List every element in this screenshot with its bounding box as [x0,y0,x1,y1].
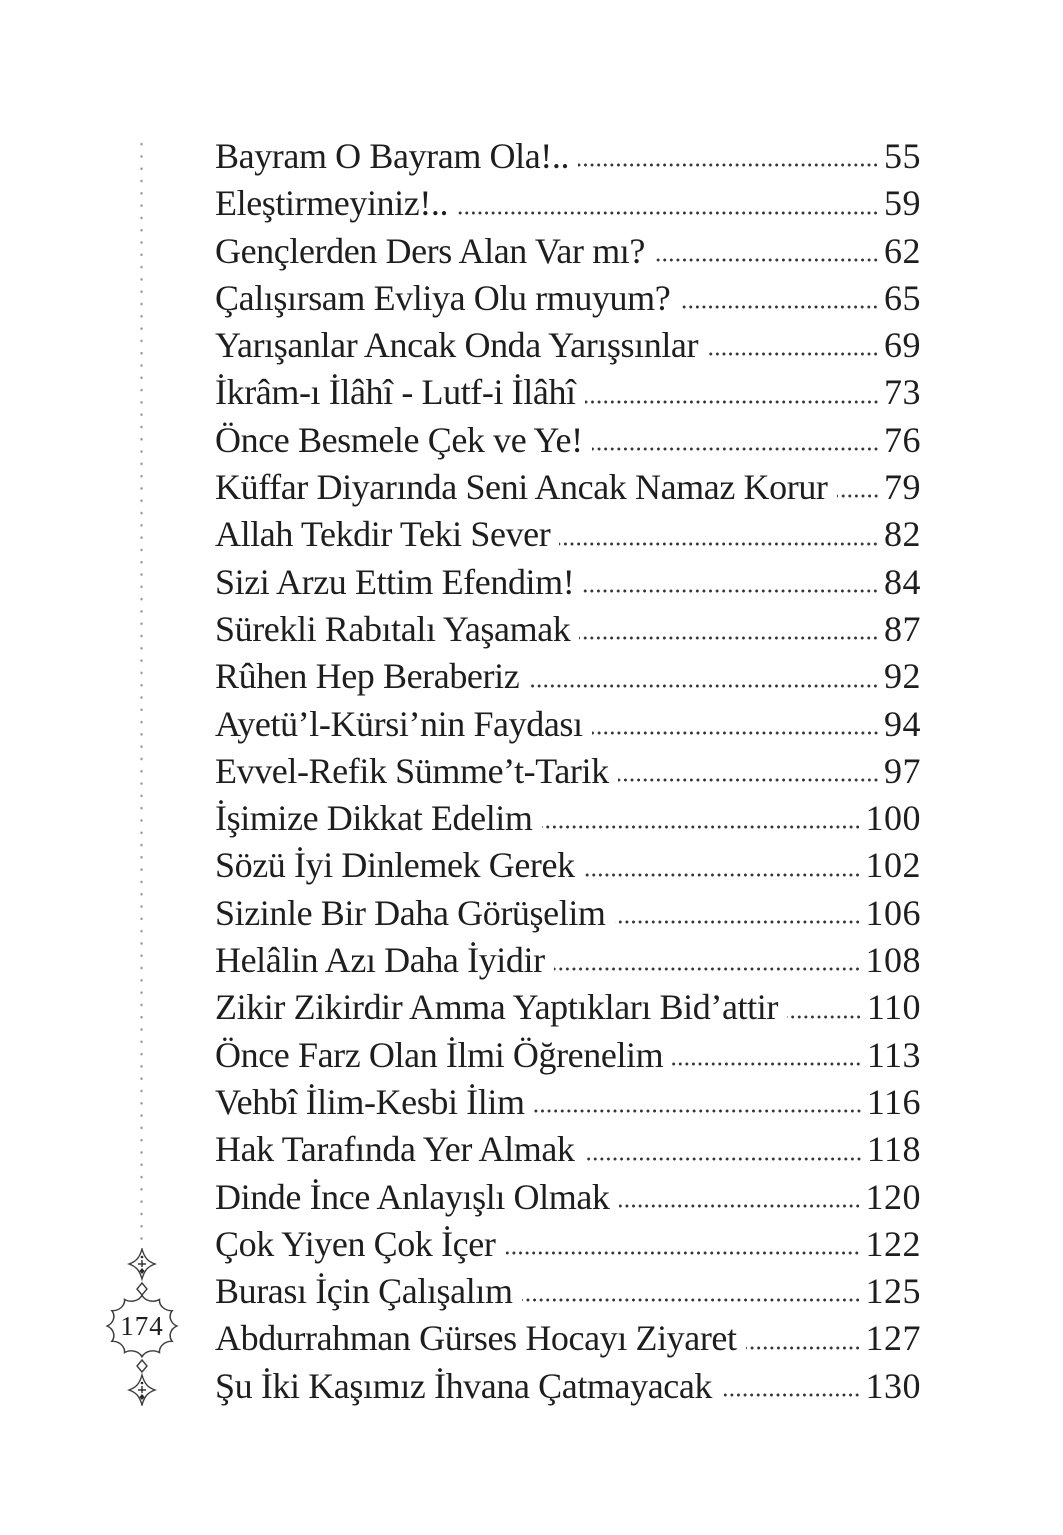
toc-entry [215,795,921,842]
dot-leader [721,1393,860,1397]
toc-entry [215,1079,921,1126]
dot-leader [522,1298,861,1302]
dot-leader [584,1157,862,1161]
toc-entry [215,417,921,464]
toc-entry-page-number: 125 [865,1271,921,1312]
toc-entry-page-number: 106 [865,892,921,933]
toc-entry [215,133,921,180]
toc-entry-title: İşimize Dikkat Edelim [215,798,533,839]
toc-entry-page-number: 65 [884,277,921,318]
toc-entry [215,228,921,275]
dot-leader [837,494,879,498]
dot-leader [592,731,879,735]
toc-entry-title: Yarışanlar Ancak Onda Yarışsınlar [215,325,699,366]
dot-leader [746,1346,861,1350]
toc-entry [215,984,921,1031]
toc-entry-page-number: 130 [865,1365,921,1406]
dot-leader [578,163,879,167]
toc-entry [215,701,921,748]
toc-entry-title: Sözü İyi Dinlemek Gerek [215,845,575,886]
dot-leader [672,1062,862,1066]
dot-leader [579,636,879,640]
dot-leader [457,211,879,215]
toc-entry [215,1268,921,1315]
toc-entry-title: Sizinle Bir Daha Görüşelim [215,892,606,933]
dot-leader [542,825,861,829]
toc-entry-page-number: 113 [866,1034,921,1075]
toc-entry [215,1174,921,1221]
toc-entry-title: Abdurrahman Gürses Hocayı Ziyaret [215,1318,737,1359]
toc-entry-page-number: 82 [884,514,921,555]
toc-entry-title: Evvel-Refik Sümme’t-Tarik [215,750,609,791]
toc-entry [215,1221,921,1268]
toc-entry-page-number: 122 [865,1223,921,1264]
toc-entry [215,1315,921,1362]
toc-entry-title: Çok Yiyen Çok İçer [215,1223,496,1264]
dot-leader [559,542,879,546]
toc-entry-page-number: 55 [884,136,921,176]
toc-list [215,133,921,1410]
dot-leader [787,1015,862,1019]
ornament-medallion-icon [96,1248,188,1406]
toc-entry [215,606,921,653]
toc-entry-page-number: 84 [884,561,921,602]
toc-entry [215,748,921,795]
dot-leader [618,778,879,782]
toc-entry-page-number: 59 [884,183,921,224]
toc-entry-title: Zikir Zikirdir Amma Yaptıkları Bid’attir [215,987,778,1028]
toc-entry [215,369,921,416]
dot-leader [554,967,861,971]
toc-entry [215,1126,921,1173]
toc-entry [215,180,921,227]
toc-entry-page-number: 69 [884,325,921,366]
toc-entry-title: Burası İçin Çalışalım [215,1271,513,1312]
toc-entry-title: Helâlin Azı Daha İyidir [215,940,545,981]
toc-entry [215,842,921,889]
toc-entry-title: Bayram O Bayram Ola!.. [215,136,570,176]
dot-leader [534,1109,862,1113]
toc-entry-page-number: 92 [884,656,921,697]
toc-entry [215,464,921,511]
toc-entry [215,653,921,700]
toc-entry-title: Hak Tarafında Yer Almak [215,1129,575,1170]
toc-entry-title: Sizi Arzu Ettim Efendim! [215,561,575,602]
dot-leader [585,400,879,404]
toc-entry-page-number: 118 [866,1129,921,1170]
dot-leader [528,684,879,688]
dot-leader [619,1204,861,1208]
page-number-ornament [96,1248,188,1406]
toc-entry-title: İkrâm-ı İlâhî - Lutf-i İlâhî [215,372,576,413]
toc-entry-title: Önce Farz Olan İlmi Öğrenelim [215,1034,664,1075]
dot-leader [504,1251,860,1255]
toc-entry-title: Gençlerden Ders Alan Var mı? [215,230,645,271]
dot-leader [707,352,879,356]
toc-entry-page-number: 87 [884,608,921,649]
toc-entry-title: Küffar Diyarında Seni Ancak Namaz Korur [215,467,828,508]
toc-entry-title: Sürekli Rabıtalı Yaşamak [215,608,571,649]
toc-entry [215,322,921,369]
toc-entry-page-number: 97 [884,750,921,791]
toc-entry-title: Eleştirmeyiniz!.. [215,183,449,224]
toc-entry-page-number: 62 [884,230,921,271]
toc-entry-page-number: 120 [865,1176,921,1217]
toc-entry-page-number: 76 [884,419,921,460]
toc-entry-page-number: 79 [884,467,921,508]
dot-leader [592,447,879,451]
dot-leader [584,873,861,877]
toc-entry [215,937,921,984]
toc-entry-title: Vehbî İlim-Kesbi İlim [215,1081,525,1122]
toc-entry [215,890,921,937]
ornament-connector-bottom [137,1360,147,1372]
toc-entry [215,559,921,606]
page-number: 174 [120,1311,164,1341]
toc-entry-title: Şu İki Kaşımız İhvana Çatmayacak [215,1365,713,1406]
dot-leader [583,589,879,593]
toc-entry-page-number: 100 [865,798,921,839]
toc-entry [215,1032,921,1079]
toc-entry-page-number: 108 [865,940,921,981]
dot-leader [654,258,879,262]
toc-entry-page-number: 94 [884,703,921,744]
toc-entry-page-number: 102 [865,845,921,886]
ornament-connector-top [137,1283,147,1295]
toc-entry-page-number: 73 [884,372,921,413]
toc-entry [215,275,921,322]
toc-entry-page-number: 110 [866,987,921,1028]
toc-entry [215,511,921,558]
toc-entry-page-number: 127 [865,1318,921,1359]
toc-entry-page-number: 116 [866,1081,921,1122]
margin-dotted-rule [140,138,143,1246]
toc-entry-title: Önce Besmele Çek ve Ye! [215,419,583,460]
dot-leader [679,305,879,309]
toc-entry-title: Çalışırsam Evliya Olu rmuyum? [215,277,671,318]
toc-entry-title: Dinde İnce Anlayışlı Olmak [215,1176,610,1217]
toc-entry-title: Rûhen Hep Beraberiz [215,656,520,697]
dot-leader [615,920,861,924]
toc-entry [215,1363,921,1410]
toc-entry-title: Allah Tekdir Teki Sever [215,514,551,555]
toc-entry-title: Ayetü’l-Kürsi’nin Faydası [215,703,583,744]
